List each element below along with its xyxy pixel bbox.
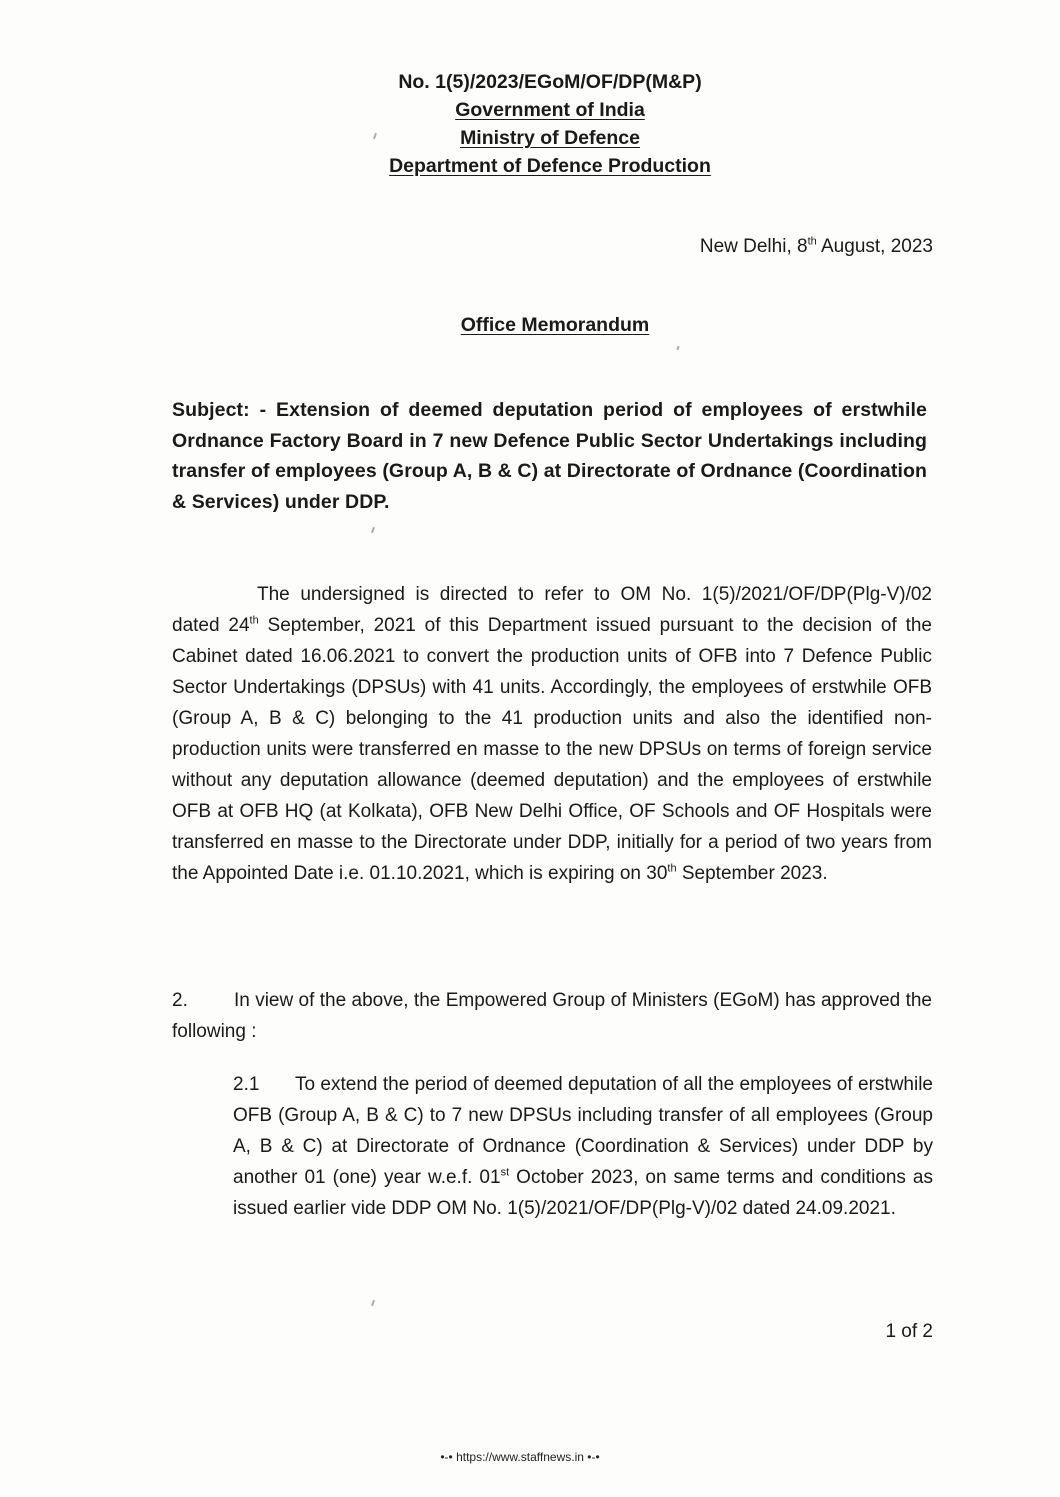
footer-watermark: •-• https://www.staffnews.in •-• [440,1450,600,1464]
ordinal-suffix: th [249,614,259,627]
ministry-heading: Ministry of Defence [460,127,640,149]
subject: Subject: - Extension of deemed deputation period of employees of erstwhile Ordnance Factory Board in 7 new Defence Public Sector Undertakings including transfer of employees (Group A, B & C) at Directorate of Ordnance (Coordination & Services) under DDP. [172,399,927,513]
paragraph-1 [172,579,932,889]
paragraph-2-1-text-a: To extend the period of deemed deputation of all the employees of erstwhile OFB (Group A, B & C) to 7 new DPSUs including transfer of all employees (Group A, B & C) at Directorate of Ordnance (Coordination & Services) under DDP by another 01 (one) year w.e.f. 01 [233,1074,933,1188]
scan-speck [371,1300,375,1306]
paragraph-1-text-a: The undersigned is directed to refer to OM No. 1(5)/2021/OF/DP(Plg-V)/02 dated 24 [172,584,932,636]
paragraph-1-text-c: September 2023. [676,863,828,884]
paragraph-2-1-text-b: October 2023, on same terms and conditions as issued earlier vide DDP OM No. 1(5)/2021/OF/DP(Plg-V)/02 dated 24.09.2021. [233,1167,933,1219]
paragraph-1-text-b: September, 2021 of this Department issued pursuant to the decision of the Cabinet dated 16.06.2021 to convert the production units of OFB into 7 Defence Public Sector Undertakings (DPSUs) with 41 units. Accordingly, the employees of erstwhile OFB (Group A, B & C) belonging to the 41 production units and also the identified non-production units were transferred en masse to the new DPSUs on terms of foreign service without any deputation allowance (deemed deputation) and the employees of erstwhile OFB at OFB HQ (at Kolkata), OFB New Delhi Office, OF Schools and OF Hospitals were transferred en masse to the Directorate under DDP, initially for a period of two years from the Appointed Date i.e. 01.10.2021, which is expiring on 30 [172,615,932,884]
page-number: 1 of 2 [885,1321,933,1342]
paragraph-2 [172,985,932,1047]
paragraph-2-1 [233,1069,933,1224]
memo-title: Office Memorandum [460,314,650,336]
scan-speck [371,527,375,533]
department-heading: Department of Defence Production [389,155,711,177]
paragraph-2-1-number: 2.1 [233,1074,260,1095]
ordinal-suffix: st [500,1166,510,1179]
government-heading: Government of India [455,99,645,121]
dateline [700,236,933,258]
date-day: 8 [797,236,808,257]
date-month-year: August, 2023 [816,236,933,257]
scan-speck [676,346,679,350]
file-number: No. 1(5)/2023/EGoM/OF/DP(M&P) [398,71,702,93]
ordinal-suffix: th [667,862,677,875]
date-place: New Delhi, [699,236,798,257]
paragraph-2-text: In view of the above, the Empowered Group of Ministers (EGoM) has approved the following : [172,990,932,1042]
letterhead [340,68,760,180]
date-day-suffix: th [807,235,817,248]
paragraph-2-number: 2. [172,990,188,1011]
